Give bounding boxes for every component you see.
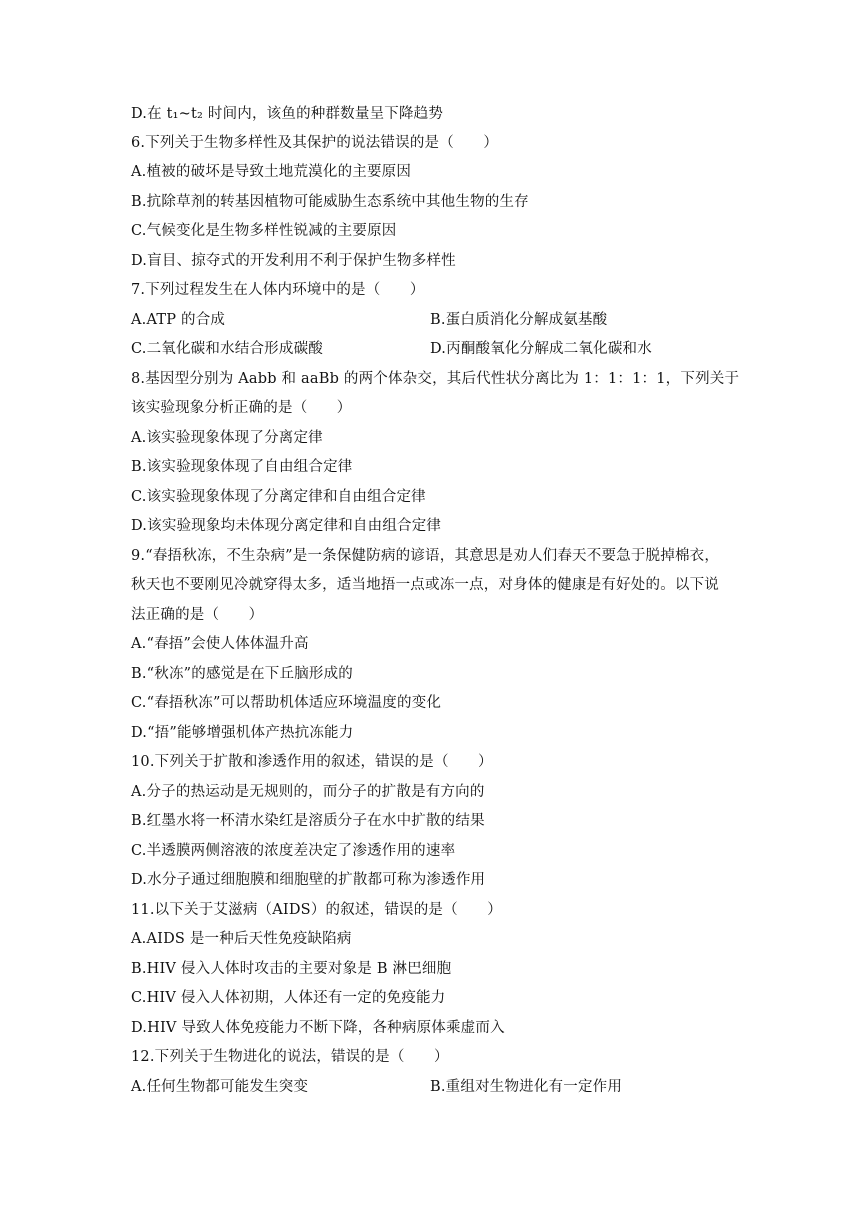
q12-stem: 12.下列关于生物进化的说法，错误的是（ ） xyxy=(131,1049,449,1065)
q8-option-b: B.该实验现象体现了自由组合定律 xyxy=(131,459,353,475)
q10-option-b: B.红墨水将一杯清水染红是溶质分子在水中扩散的结果 xyxy=(131,813,485,829)
q11-stem: 11.以下关于艾滋病（AIDS）的叙述，错误的是（ ） xyxy=(131,902,502,918)
q11-option-d: D.HIV 导致人体免疫能力不断下降，各种病原体乘虚而入 xyxy=(131,1020,505,1036)
q8-option-d: D.该实验现象均未体现分离定律和自由组合定律 xyxy=(131,518,442,534)
q8-option-c: C.该实验现象体现了分离定律和自由组合定律 xyxy=(131,489,426,505)
q8-stem-line2: 该实验现象分析正确的是（ ） xyxy=(131,400,352,416)
q11-option-a: A.AIDS 是一种后天性免疫缺陷病 xyxy=(131,931,352,947)
q8-stem-line1: 8.基因型分别为 Aabb 和 aaBb 的两个体杂交，其后代性状分离比为 1：1：1：1，下列关于 xyxy=(131,371,740,387)
q12-option-b: B.重组对生物进化有一定作用 xyxy=(430,1079,623,1095)
q7-option-c: C.二氧化碳和水结合形成碳酸 xyxy=(131,341,323,357)
q6-option-c: C.气候变化是生物多样性锐减的主要原因 xyxy=(131,223,397,239)
q7-option-d: D.丙酮酸氧化分解成二氧化碳和水 xyxy=(430,341,652,357)
q7-option-a: A.ATP 的合成 xyxy=(131,312,226,328)
q5-option-d: D.在 t₁~t₂ 时间内，该鱼的种群数量呈下降趋势 xyxy=(131,106,444,122)
q7-option-b: B.蛋白质消化分解成氨基酸 xyxy=(430,312,608,328)
q10-stem: 10.下列关于扩散和渗透作用的叙述，错误的是（ ） xyxy=(131,754,493,770)
q10-option-c: C.半透膜两侧溶液的浓度差决定了渗透作用的速率 xyxy=(131,843,456,859)
q9-stem-line1: 9.“春捂秋冻，不生杂病”是一条保健防病的谚语，其意思是劝人们春天不要急于脱掉棉衣， xyxy=(131,548,720,564)
q12-option-a: A.任何生物都可能发生突变 xyxy=(131,1079,309,1095)
q9-option-c: C.“春捂秋冻”可以帮助机体适应环境温度的变化 xyxy=(131,695,442,711)
q6-option-d: D.盲目、掠夺式的开发利用不利于保护生物多样性 xyxy=(131,253,456,269)
q9-stem-line2: 秋天也不要刚见冷就穿得太多，适当地捂一点或冻一点，对身体的健康是有好处的。以下说 xyxy=(131,577,719,593)
q6-stem: 6.下列关于生物多样性及其保护的说法错误的是（ ） xyxy=(131,135,499,151)
q10-option-a: A.分子的热运动是无规则的，而分子的扩散是有方向的 xyxy=(131,784,485,800)
q9-stem-line3: 法正确的是（ ） xyxy=(131,607,264,623)
q10-option-d: D.水分子通过细胞膜和细胞壁的扩散都可称为渗透作用 xyxy=(131,872,486,888)
q9-option-a: A.“春捂”会使人体体温升高 xyxy=(131,636,309,652)
q11-option-b: B.HIV 侵入人体时攻击的主要对象是 B 淋巴细胞 xyxy=(131,961,452,977)
q6-option-b: B.抗除草剂的转基因植物可能威胁生态系统中其他生物的生存 xyxy=(131,194,529,210)
q6-option-a: A.植被的破坏是导致土地荒漠化的主要原因 xyxy=(131,164,412,180)
q9-option-b: B.“秋冻”的感觉是在下丘脑形成的 xyxy=(131,666,353,682)
q8-option-a: A.该实验现象体现了分离定律 xyxy=(131,430,323,446)
q9-option-d: D.“捂”能够增强机体产热抗冻能力 xyxy=(131,725,354,741)
q11-option-c: C.HIV 侵入人体初期，人体还有一定的免疫能力 xyxy=(131,990,446,1006)
q7-stem: 7.下列过程发生在人体内环境中的是（ ） xyxy=(131,282,425,298)
